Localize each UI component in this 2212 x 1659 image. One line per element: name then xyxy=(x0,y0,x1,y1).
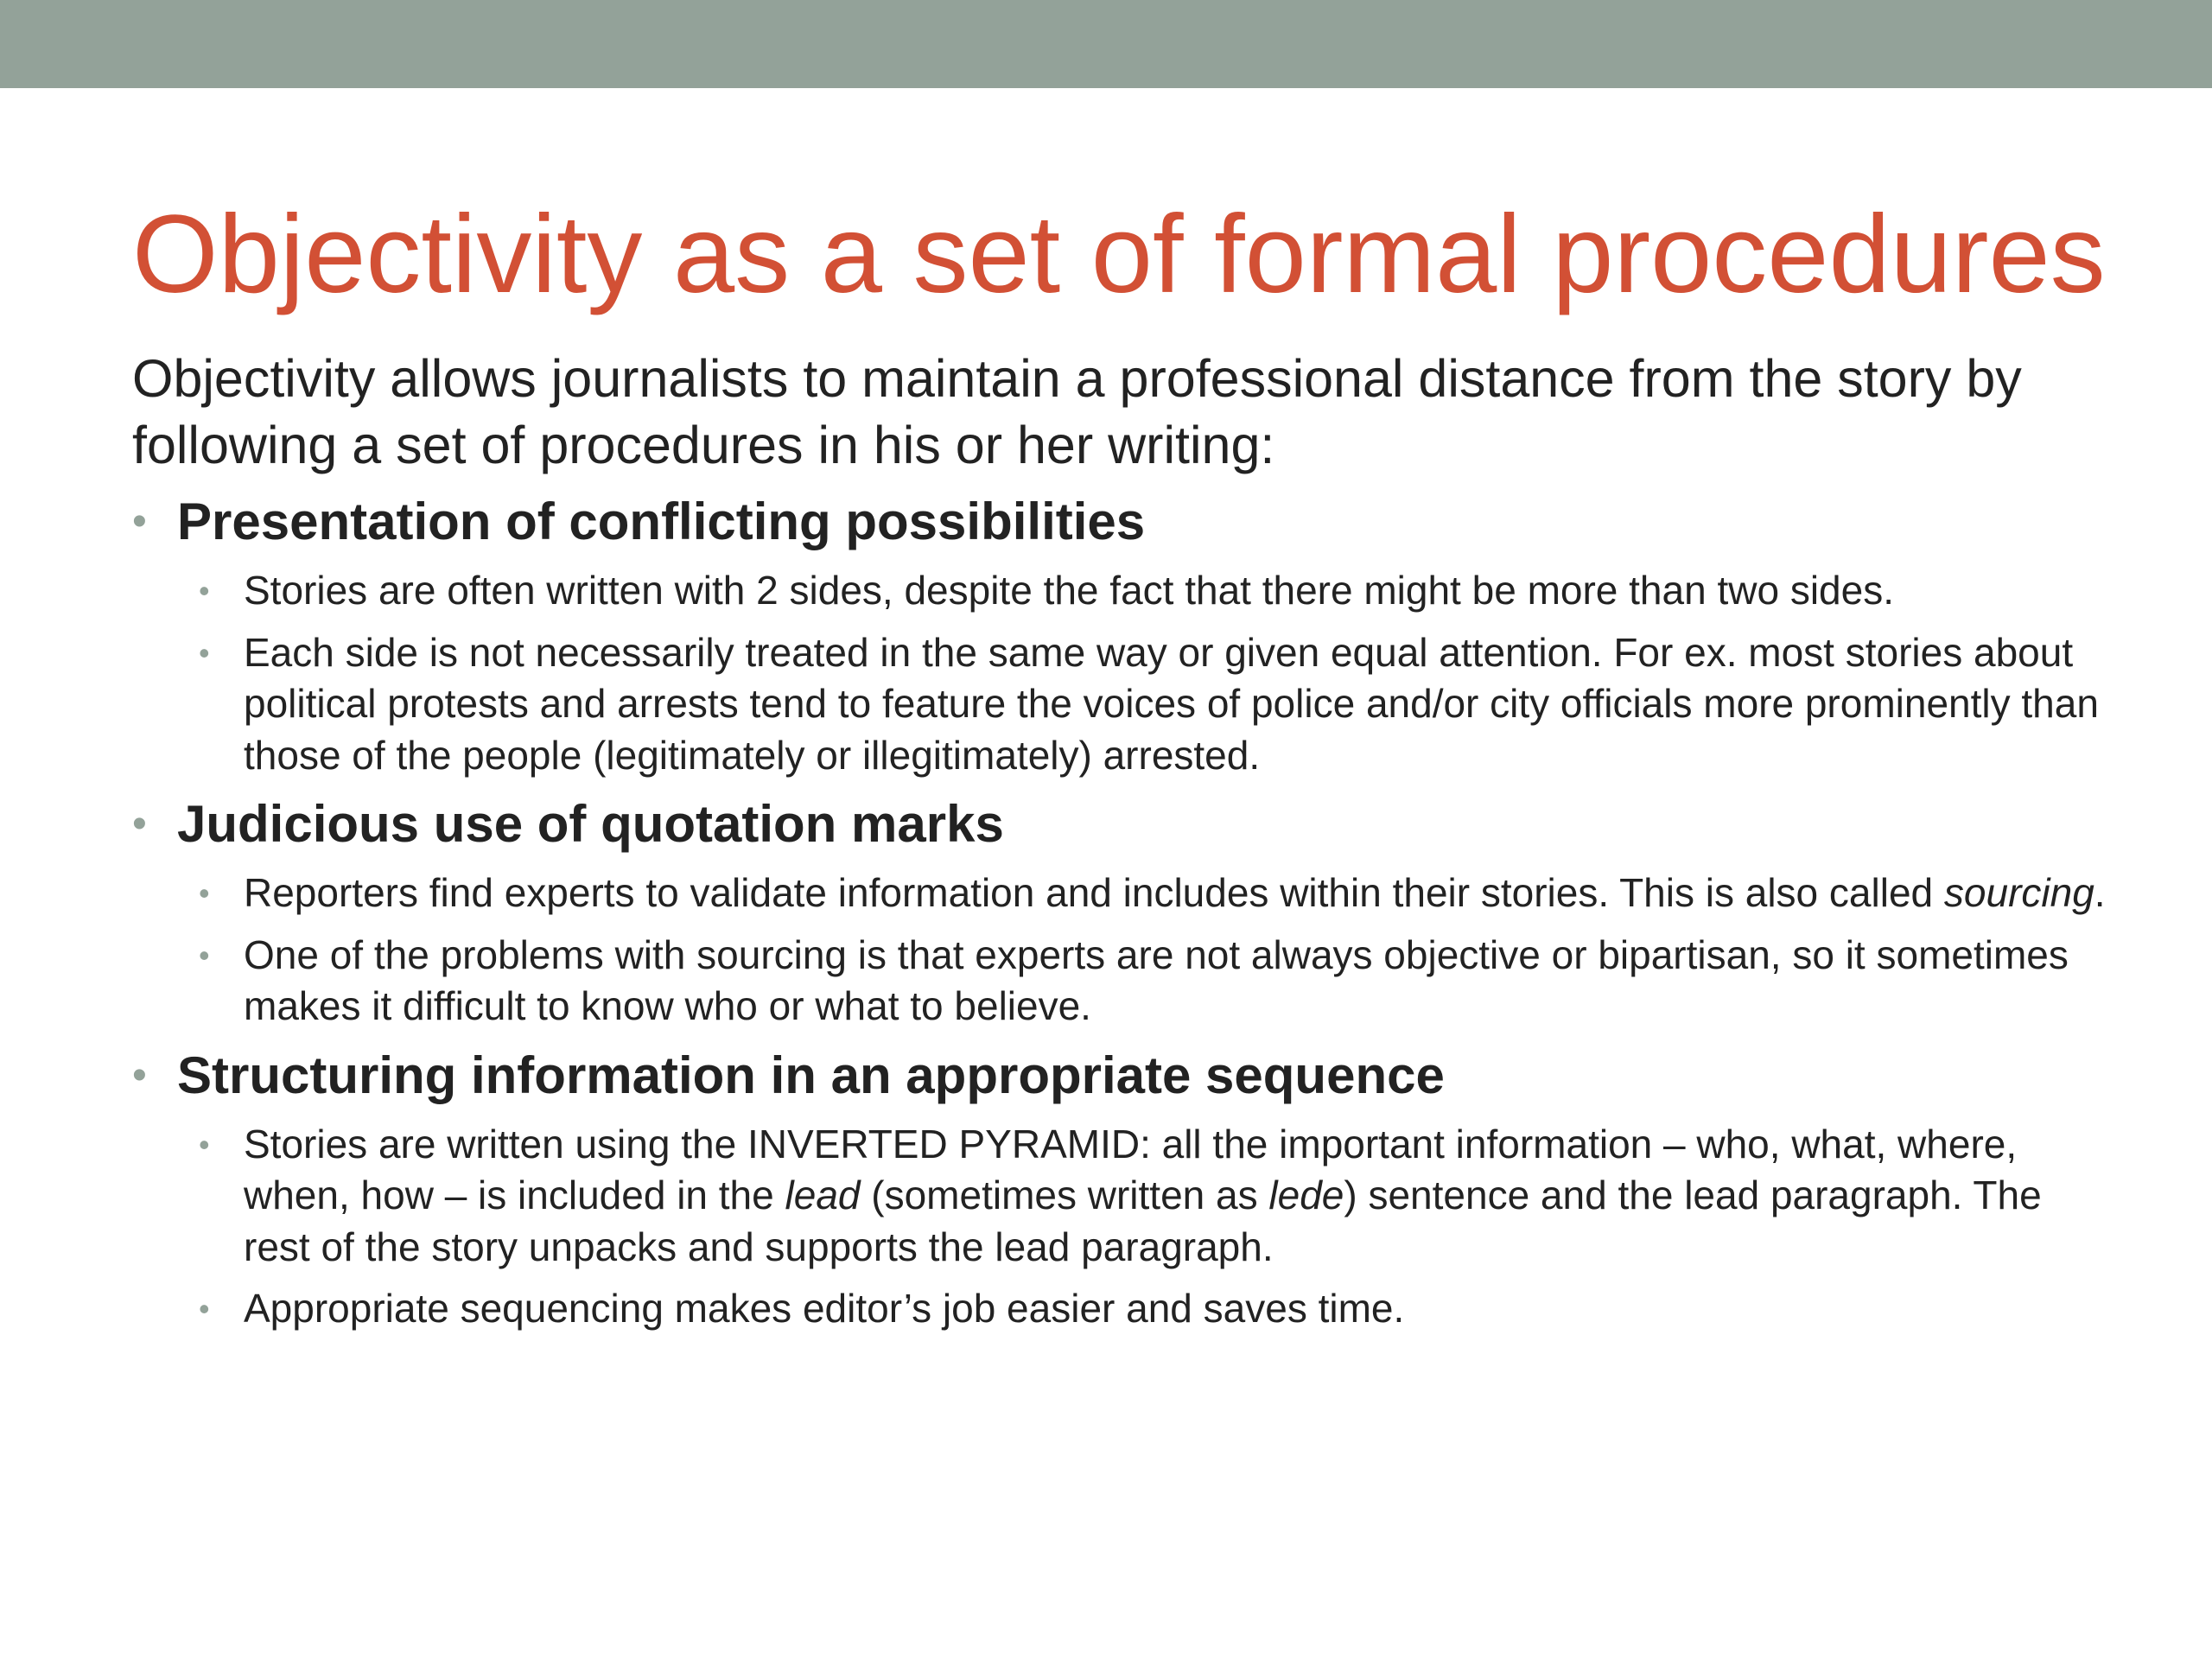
section-heading xyxy=(130,1045,2117,1107)
section-appropriate-sequence xyxy=(130,1045,2117,1335)
sub-bullet-list xyxy=(130,1119,2117,1335)
section-quotation-marks xyxy=(130,793,2117,1033)
sub-bullet-item xyxy=(130,1119,2117,1274)
sub-bullet-text: . xyxy=(2094,870,2106,915)
top-accent-band xyxy=(0,0,2212,88)
bullet-icon: • xyxy=(199,1126,210,1162)
section-heading-text: Structuring information in an appropriate sequence xyxy=(177,1046,1445,1104)
sub-bullet-item xyxy=(130,627,2117,782)
sub-bullet-text: Stories are often written with 2 sides, despite the fact that there might be more than two sides. xyxy=(244,568,1894,613)
sub-bullet-item xyxy=(130,868,2117,919)
sub-bullet-list xyxy=(130,868,2117,1033)
sub-bullet-text: Each side is not necessarily treated in the same way or given equal attention. For ex. most stories about political protests and arrests tend to feature the voices of police and/or city officials more prominently than those of the people (legitimately or illegitimately) arrested. xyxy=(244,629,2099,778)
sub-bullet-list xyxy=(130,565,2117,781)
sub-bullet-text: ) sentence and the lead paragraph. The rest of the story unpacks and supports the lead paragraph. xyxy=(244,1173,2042,1269)
section-conflicting-possibilities xyxy=(130,491,2117,781)
bullet-icon: • xyxy=(199,937,210,973)
italic-term: lede xyxy=(1268,1173,1344,1217)
italic-term: lead xyxy=(785,1173,861,1217)
sub-bullet-text: Reporters find experts to validate information and includes within their stories. This is also called xyxy=(244,870,1944,915)
sub-bullet-text: (sometimes written as xyxy=(860,1173,1269,1217)
slide-title: Objectivity as a set of formal procedures xyxy=(132,193,2106,316)
sub-bullet-text: Appropriate sequencing makes editor’s job easier and saves time. xyxy=(244,1286,1405,1331)
bullet-icon: • xyxy=(132,1052,147,1098)
italic-term: sourcing xyxy=(1943,870,2094,915)
section-heading xyxy=(130,793,2117,855)
sub-bullet-text: Stories are written using the INVERTED PYRAMID: all the important information – who, what, where, when, how – is included in the xyxy=(244,1121,2018,1217)
bullet-icon: • xyxy=(199,875,210,911)
bullet-icon: • xyxy=(199,573,210,608)
bullet-icon: • xyxy=(132,801,147,847)
bullet-icon: • xyxy=(132,499,147,544)
sub-bullet-item xyxy=(130,565,2117,617)
section-heading-text: Presentation of conflicting possibilities xyxy=(177,493,1146,550)
sub-bullet-item xyxy=(130,1283,2117,1335)
section-list xyxy=(130,491,2117,1345)
intro-paragraph: Objectivity allows journalists to maintain a professional distance from the story by following a set of procedures in his or her writing: xyxy=(132,349,2022,474)
bullet-icon: • xyxy=(199,1291,210,1326)
section-heading-text: Judicious use of quotation marks xyxy=(177,795,1004,853)
sub-bullet-text: One of the problems with sourcing is that experts are not always objective or bipartisan, so it sometimes makes it difficult to know who or what to believe. xyxy=(244,931,2069,1028)
section-heading xyxy=(130,491,2117,553)
sub-bullet-item xyxy=(130,930,2117,1033)
bullet-icon: • xyxy=(199,634,210,671)
